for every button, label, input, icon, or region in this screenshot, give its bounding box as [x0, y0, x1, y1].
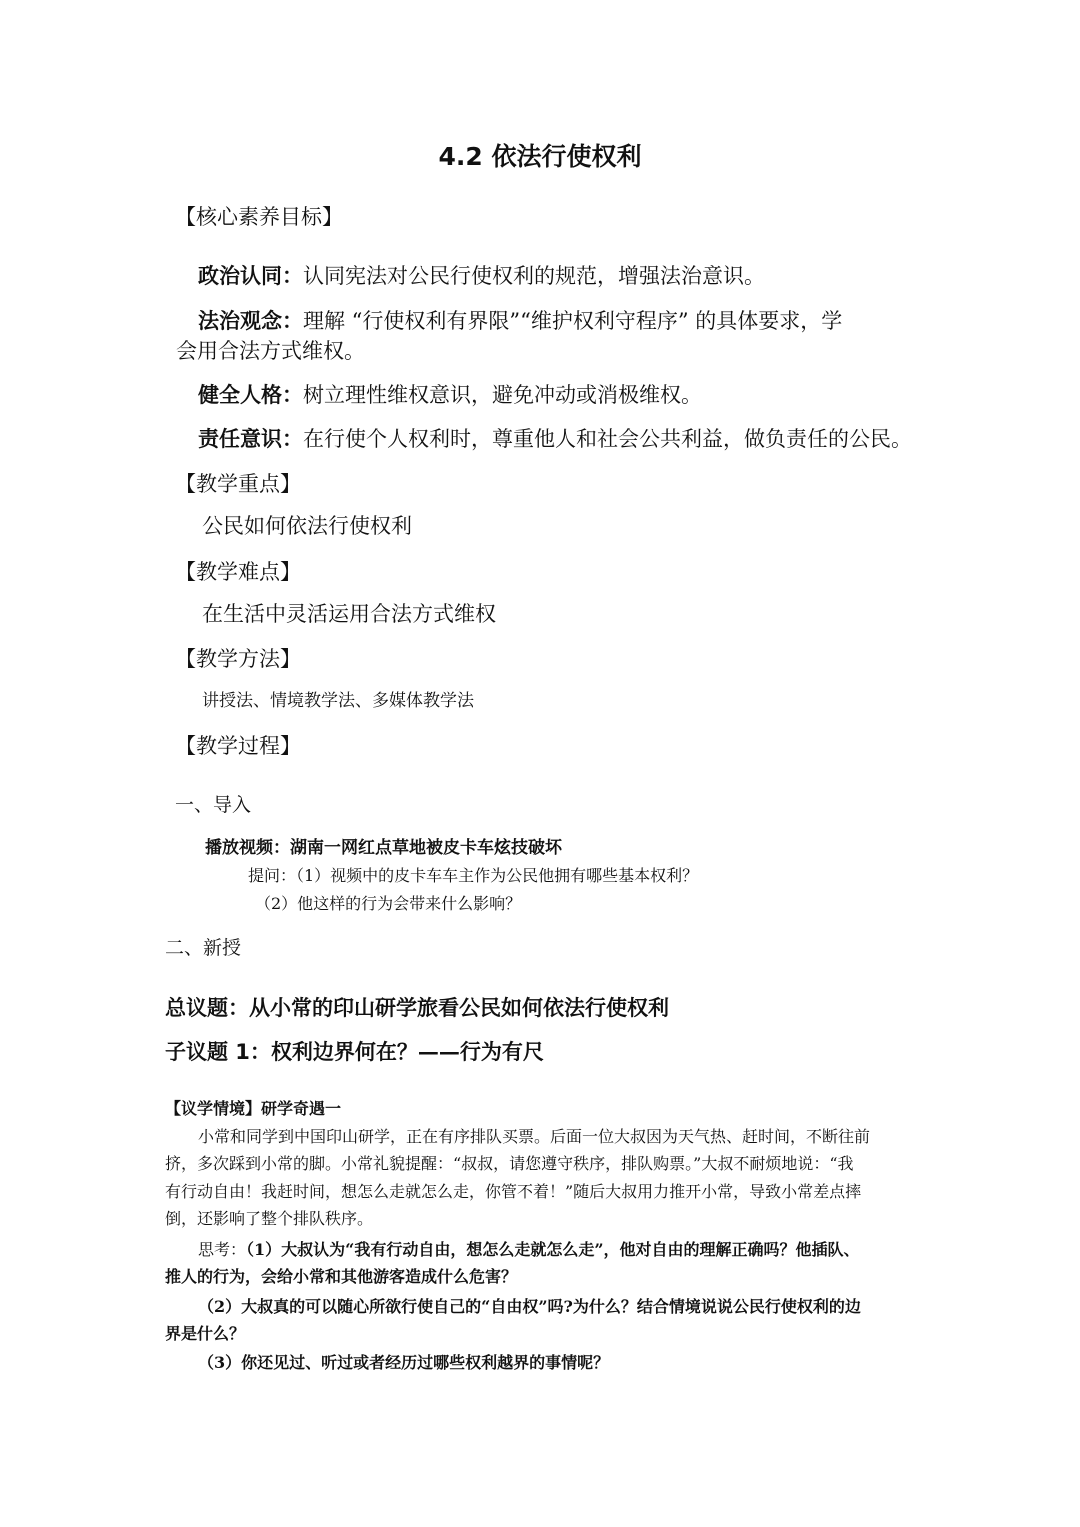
key-point-text: 公民如何依法行使权利 — [202, 514, 412, 538]
goal-political — [198, 264, 765, 289]
scenario-title: 研学奇遇一 — [261, 1099, 342, 1118]
scenario-line: 挤，多次踩到小常的脚。小常礼貌提醒：“叔叔，请您遵守秩序，排队购票。”大叔不耐烦地说：“我 — [165, 1154, 854, 1173]
goals-heading: 【核心素养目标】 — [175, 205, 343, 229]
sub-topic-label: 子议题 1： — [165, 1040, 271, 1064]
scenario-label: 【议学情境】 — [165, 1099, 262, 1118]
think-label: 思考： — [198, 1240, 247, 1259]
think-line-1 — [198, 1240, 860, 1259]
scenario-line: 倒，还影响了整个排队秩序。 — [165, 1209, 374, 1228]
goal-text: 树立理性维权意识，避免冲动或消极维权。 — [303, 383, 702, 407]
main-topic-label: 总议题： — [165, 996, 249, 1020]
think-question-2-continued: 界是什么？ — [165, 1324, 246, 1343]
goal-text: 认同宪法对公民行使权利的规范，增强法治意识。 — [303, 264, 765, 288]
method-text: 讲授法、情境教学法、多媒体教学法 — [202, 691, 474, 711]
difficulty-text: 在生活中灵活运用合法方式维权 — [202, 602, 496, 626]
key-point-heading: 【教学重点】 — [175, 472, 301, 496]
scenario-line: 小常和同学到中国印山研学，正在有序排队买票。后面一位大叔因为天气热、赶时间，不断往前 — [198, 1127, 871, 1146]
think-question-1: （1）大叔认为“我有行动自由，想怎么走就怎么走”，他对自由的理解正确吗？他插队、 — [246, 1240, 860, 1259]
new-lesson-heading: 二、新授 — [165, 937, 242, 959]
sub-topic — [165, 1039, 544, 1065]
goal-text: 理解 “行使权利有界限”“维护权利守程序” 的具体要求，学 — [303, 309, 843, 333]
video-title: 湖南一网红点草地被皮卡车炫技破坏 — [290, 838, 562, 858]
sub-topic-text: 权利边界何在？——行为有尺 — [270, 1039, 544, 1064]
process-heading: 【教学过程】 — [175, 734, 301, 758]
video-label: 播放视频： — [205, 838, 290, 858]
page-title: 4.2 依法行使权利 — [438, 142, 642, 171]
intro-question-1: 提问：（1）视频中的皮卡车车主作为公民他拥有哪些基本权利？ — [248, 866, 699, 885]
difficulty-heading: 【教学难点】 — [175, 560, 301, 584]
goal-label: 法治观念： — [198, 309, 303, 333]
goal-law — [198, 309, 842, 334]
think-question-3: （3）你还见过、听过或者经历过哪些权利越界的事情呢？ — [198, 1353, 610, 1372]
scenario-line: 有行动自由！我赶时间，想怎么走就怎么走，你管不着！”随后大叔用力推开小常，导致小常差点摔 — [165, 1182, 862, 1201]
goal-label: 健全人格： — [198, 383, 303, 407]
goal-personality — [198, 383, 702, 408]
video-line — [205, 838, 562, 858]
method-heading: 【教学方法】 — [175, 647, 301, 671]
think-question-2: （2）大叔真的可以随心所欲行使自己的“自由权”吗?为什么？结合情境说说公民行使权利的边 — [198, 1297, 861, 1316]
scenario-header — [165, 1099, 341, 1118]
intro-question-2: （2）他这样的行为会带来什么影响？ — [255, 894, 522, 913]
goal-responsibility — [198, 427, 912, 452]
think-question-1-continued: 推人的行为，会给小常和其他游客造成什么危害？ — [165, 1267, 518, 1286]
intro-heading: 一、导入 — [175, 794, 252, 816]
goal-law-continued: 会用合法方式维权。 — [176, 339, 365, 363]
goal-label: 政治认同： — [198, 264, 303, 288]
goal-text: 在行使个人权利时，尊重他人和社会公共利益，做负责任的公民。 — [303, 427, 912, 451]
main-topic-text: 从小常的印山研学旅看公民如何依法行使权利 — [249, 995, 669, 1020]
main-topic — [165, 995, 669, 1021]
goal-label: 责任意识： — [198, 427, 303, 451]
